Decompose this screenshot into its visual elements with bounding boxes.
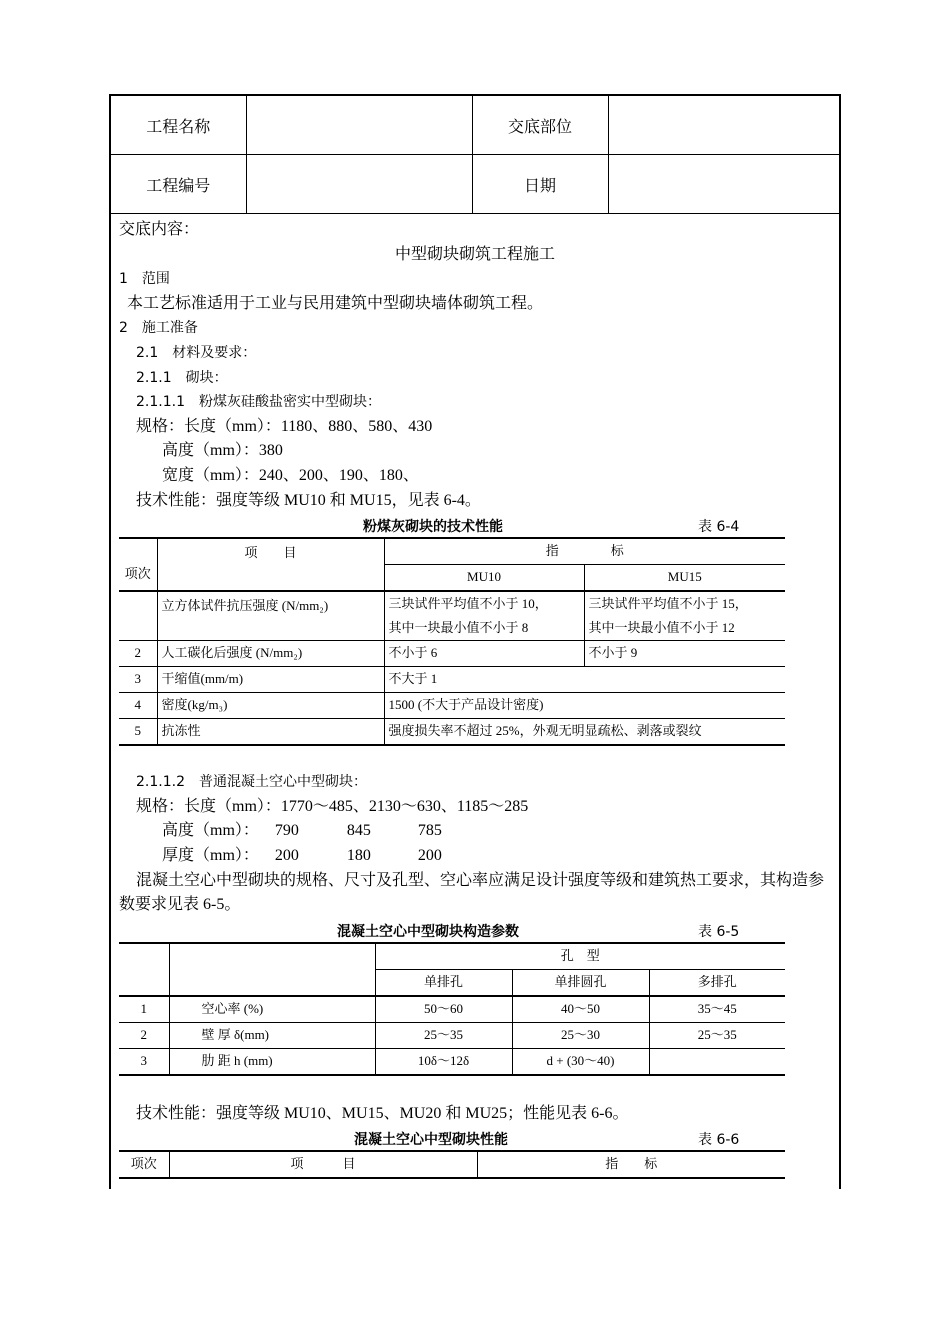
- spec2-thickness-v1: 200: [274, 846, 299, 864]
- table-6-6-caption: [119, 1126, 831, 1150]
- doc-title: 中型砌块砌筑工程施工: [394, 245, 555, 263]
- table-row-value: 不大于 1: [384, 667, 785, 693]
- table-row-value: 1500 (不大于产品设计密度): [384, 693, 785, 719]
- table-row-item: 肋 距 h (mm): [169, 1048, 375, 1075]
- project-name-label: 工程名称: [111, 96, 246, 155]
- table-6-5-head-col2: 单排圆孔: [512, 969, 649, 996]
- mu15-line-a: 三块试件平均值不小于 15，: [588, 596, 748, 612]
- table-cell: 50～60: [375, 996, 512, 1023]
- handover-part-value[interactable]: [608, 96, 839, 155]
- project-no-value[interactable]: [246, 155, 472, 214]
- handover-content: [119, 218, 831, 1179]
- table-row-item: 干缩值(mm/m): [157, 667, 384, 693]
- table-row-item: 空心率 (%): [169, 996, 375, 1023]
- spec-length: 规格：长度（mm）：1180、880、580、430: [136, 417, 433, 435]
- table-cell: 25～30: [512, 1022, 649, 1048]
- table-6-5: [119, 942, 785, 1076]
- table-row-item: 壁 厚 δ(mm): [169, 1022, 375, 1048]
- date-value[interactable]: [608, 155, 839, 214]
- table-6-6-head-item: 项 目: [169, 1151, 477, 1178]
- table-6-6-title: 混凝土空心中型砌块性能: [354, 1132, 508, 1149]
- spec2-thickness-v2: 180: [346, 846, 371, 864]
- table-6-5-head-col1: 单排孔: [375, 969, 512, 996]
- section-2-1-heading: 2.1 材料及要求：: [136, 344, 257, 361]
- project-name-value[interactable]: [246, 96, 472, 155]
- table-row-no: 2: [119, 1022, 169, 1048]
- table-cell: 35～45: [649, 996, 785, 1023]
- table-row-mu10: 不小于 6: [384, 641, 584, 667]
- project-no-label: 工程编号: [111, 155, 246, 214]
- mu10-line-a: 三块试件平均值不小于 10，: [388, 596, 548, 612]
- spec2-thickness: [119, 844, 831, 869]
- table-row-item: 立方体试件抗压强度 (N/mm₂): [157, 591, 384, 641]
- mu15-line-b: 其中一块最小值不小于 12: [588, 620, 735, 636]
- table-6-5-number: 表 6-5: [698, 923, 740, 940]
- table-cell: 25～35: [375, 1022, 512, 1048]
- spec2-height-label: 高度（mm）：: [162, 822, 259, 840]
- spec2-height-v2: 845: [346, 822, 371, 840]
- table-row-item: 抗冻性: [157, 719, 384, 746]
- spec2-height: [119, 819, 831, 844]
- table-6-4-head-seq: 项次: [119, 538, 157, 591]
- table-cell: [649, 1048, 785, 1075]
- table-6-5-head-type: 孔 型: [375, 943, 785, 970]
- table-6-4-number: 表 6-4: [698, 519, 740, 536]
- spec2-thickness-label: 厚度（mm）：: [162, 846, 259, 864]
- spec-height: 高度（mm）：380: [162, 442, 283, 460]
- table-row-no: [119, 591, 157, 641]
- spec2-height-v3: 785: [417, 822, 442, 840]
- spec2-thickness-v3: 200: [417, 846, 442, 864]
- date-label: 日期: [472, 155, 608, 214]
- table-6-4-head-mu15: MU15: [584, 565, 785, 592]
- table-cell: 40～50: [512, 996, 649, 1023]
- table-6-6-head-seq: 项次: [119, 1151, 169, 1178]
- table-6-4-head-item: 项 目: [157, 538, 384, 591]
- table-cell: 25～35: [649, 1022, 785, 1048]
- document-frame: [109, 94, 841, 1189]
- section-2-heading: 2 施工准备: [119, 320, 198, 337]
- section-2-1-1-2-heading: 2.1.1.2 普通混凝土空心中型砌块：: [136, 774, 367, 791]
- table-6-4-title: 粉煤灰砌块的技术性能: [363, 519, 503, 536]
- table-6-4-caption: [119, 513, 831, 537]
- tech-performance-2: 技术性能：强度等级 MU10、MU15、MU20 和 MU25；性能见表 6-6。: [136, 1104, 629, 1122]
- section-2-1-1-heading: 2.1.1 砌块：: [136, 369, 228, 386]
- construction-param-paragraph: 混凝土空心中型砌块的规格、尺寸及孔型、空心率应满足设计强度等级和建筑热工要求，其构造参数要求见表 6-5。: [119, 871, 825, 914]
- header-table: [111, 96, 839, 214]
- table-row-mu15: [584, 591, 785, 641]
- table-row-no: 2: [119, 641, 157, 667]
- tech-performance: 技术性能：强度等级 MU10 和 MU15，见表 6-4。: [136, 491, 481, 509]
- table-row-mu15: 不小于 9: [584, 641, 785, 667]
- table-6-5-head-col3: 多排孔: [649, 969, 785, 996]
- section-1-text: 本工艺标准适用于工业与民用建筑中型砌块墙体砌筑工程。: [127, 294, 544, 312]
- table-6-6: [119, 1150, 785, 1179]
- table-6-4-head-index: 指 标: [384, 538, 785, 565]
- table-row-item: 人工碳化后强度 (N/mm₂): [157, 641, 384, 667]
- table-6-6-head-index: 指 标: [477, 1151, 785, 1178]
- spec2-length: 规格：长度（mm）：1770～485、2130～630、1185～285: [136, 797, 529, 815]
- table-6-5-head-item: [169, 943, 375, 996]
- section-2-1-1-1-heading: 2.1.1.1 粉煤灰硅酸盐密实中型砌块：: [136, 394, 381, 411]
- table-row-mu10: [384, 591, 584, 641]
- table-6-4-head-mu10: MU10: [384, 565, 584, 592]
- table-row-item: 密度(kg/m₃): [157, 693, 384, 719]
- table-row-no: 5: [119, 719, 157, 746]
- spec-width: 宽度（mm）：240、200、190、180、: [162, 466, 419, 484]
- mu10-line-b: 其中一块最小值不小于 8: [388, 620, 529, 636]
- spec2-height-v1: 790: [274, 822, 299, 840]
- table-cell: 10δ～12δ: [375, 1048, 512, 1075]
- handover-part-label: 交底部位: [472, 96, 608, 155]
- table-row-no: 3: [119, 667, 157, 693]
- table-6-5-title: 混凝土空心中型砌块构造参数: [337, 923, 519, 940]
- table-6-4: [119, 537, 785, 746]
- table-row-value: 强度损失率不超过 25%，外观无明显疏松、剥落或裂纹: [384, 719, 785, 746]
- table-cell: d + (30～40): [512, 1048, 649, 1075]
- table-6-6-number: 表 6-6: [698, 1132, 740, 1149]
- section-1-heading: 1 范围: [119, 271, 170, 288]
- table-row-no: 1: [119, 996, 169, 1023]
- table-6-5-head-seq: [119, 943, 169, 996]
- table-6-5-caption: [119, 918, 831, 942]
- table-row-no: 3: [119, 1048, 169, 1075]
- intro-label: 交底内容：: [119, 221, 200, 238]
- table-row-no: 4: [119, 693, 157, 719]
